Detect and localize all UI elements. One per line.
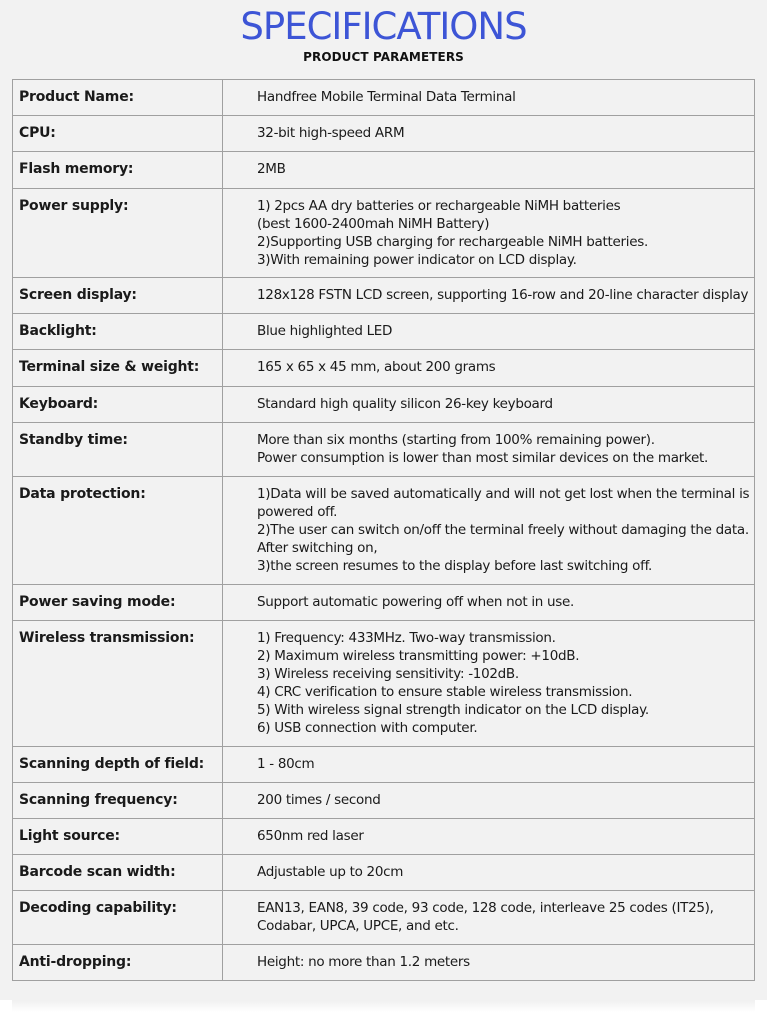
spec-value [223,855,755,891]
spec-row [13,621,755,747]
spec-row [13,945,755,981]
spec-value [223,477,755,585]
spec-value-line: 200 times / second [257,792,381,808]
spec-value-line: 2)Supporting USB charging for rechargeable NiMH batteries. [257,234,648,250]
spec-value-line: 3)the screen resumes to the display before last switching off. [257,558,653,574]
spec-value-line: 4) CRC verification to ensure stable wireless transmission. [257,684,633,700]
spec-value-line: 1)Data will be saved automatically and will not get lost when the terminal is [257,486,750,502]
spec-row [13,423,755,477]
spec-value [223,891,755,945]
specifications-table [12,79,755,981]
spec-value [223,783,755,819]
spec-row [13,152,755,189]
spec-label: CPU: [13,116,223,152]
spec-value-line: 650nm red laser [257,828,364,844]
spec-label: Light source: [13,819,223,855]
spec-label: Wireless transmission: [13,621,223,747]
spec-value-line: 2) Maximum wireless transmitting power: +10dB. [257,648,580,664]
spec-row [13,855,755,891]
spec-row [13,477,755,585]
spec-value-line: Blue highlighted LED [257,323,393,339]
spec-row [13,116,755,152]
spec-value [223,189,755,278]
spec-value [223,585,755,621]
spec-value-line: 1) 2pcs AA dry batteries or rechargeable NiMH batteries [257,198,621,214]
spec-value-line: Handfree Mobile Terminal Data Terminal [257,89,516,105]
spec-value [223,945,755,981]
spec-value-line: Adjustable up to 20cm [257,864,404,880]
spec-value-line: Support automatic powering off when not in use. [257,594,575,610]
spec-label: Scanning depth of field: [13,747,223,783]
specifications-table-body [13,80,755,981]
spec-value-line: Standard high quality silicon 26-key keyboard [257,396,553,412]
spec-label: Flash memory: [13,152,223,189]
page-title: SPECIFICATIONS [240,5,527,48]
spec-label: Power supply: [13,189,223,278]
spec-label: Keyboard: [13,387,223,423]
spec-value [223,80,755,116]
spec-value-line: 3)With remaining power indicator on LCD display. [257,252,577,268]
spec-row [13,783,755,819]
spec-label: Scanning frequency: [13,783,223,819]
page-subtitle: PRODUCT PARAMETERS [303,50,464,64]
spec-label: Data protection: [13,477,223,585]
spec-row [13,80,755,116]
spec-value [223,747,755,783]
spec-value [223,116,755,152]
spec-value [223,350,755,387]
spec-value [223,152,755,189]
spec-value [223,621,755,747]
spec-label: Terminal size & weight: [13,350,223,387]
spec-value [223,314,755,350]
spec-value [223,387,755,423]
spec-value-line: 2MB [257,161,286,177]
table-shadow [12,1000,755,1012]
spec-value-line: EAN13, EAN8, 39 code, 93 code, 128 code, interleave 25 codes (IT25), [257,900,714,916]
spec-value [223,278,755,314]
spec-value-line: 3) Wireless receiving sensitivity: -102dB. [257,666,519,682]
spec-label: Backlight: [13,314,223,350]
spec-label: Barcode scan width: [13,855,223,891]
spec-row [13,585,755,621]
spec-value-line: Codabar, UPCA, UPCE, and etc. [257,918,459,934]
spec-value-line: After switching on, [257,540,378,556]
spec-label: Decoding capability: [13,891,223,945]
spec-label: Screen display: [13,278,223,314]
spec-value-line: 165 x 65 x 45 mm, about 200 grams [257,359,496,375]
spec-value-line: 2)The user can switch on/off the terminal freely without damaging the data. [257,522,749,538]
spec-value-line: 5) With wireless signal strength indicator on the LCD display. [257,702,649,718]
spec-label: Power saving mode: [13,585,223,621]
spec-value [223,423,755,477]
spec-label: Standby time: [13,423,223,477]
spec-row [13,278,755,314]
spec-row [13,350,755,387]
spec-value-line: 32-bit high-speed ARM [257,125,405,141]
spec-label: Anti-dropping: [13,945,223,981]
spec-value-line: More than six months (starting from 100% remaining power). [257,432,655,448]
spec-value-line: 1) Frequency: 433MHz. Two-way transmission. [257,630,556,646]
spec-row [13,747,755,783]
spec-label: Product Name: [13,80,223,116]
spec-row [13,891,755,945]
spec-value-line: powered off. [257,504,338,520]
spec-value-line: Power consumption is lower than most similar devices on the market. [257,450,708,466]
spec-value-line: 6) USB connection with computer. [257,720,478,736]
spec-value-line: Height: no more than 1.2 meters [257,954,470,970]
spec-value-line: 128x128 FSTN LCD screen, supporting 16-row and 20-line character display [257,287,749,303]
spec-value [223,819,755,855]
spec-row [13,819,755,855]
spec-row [13,189,755,278]
spec-row [13,387,755,423]
spec-value-line: 1 - 80cm [257,756,315,772]
spec-row [13,314,755,350]
spec-value-line: (best 1600-2400mah NiMH Battery) [257,216,490,232]
